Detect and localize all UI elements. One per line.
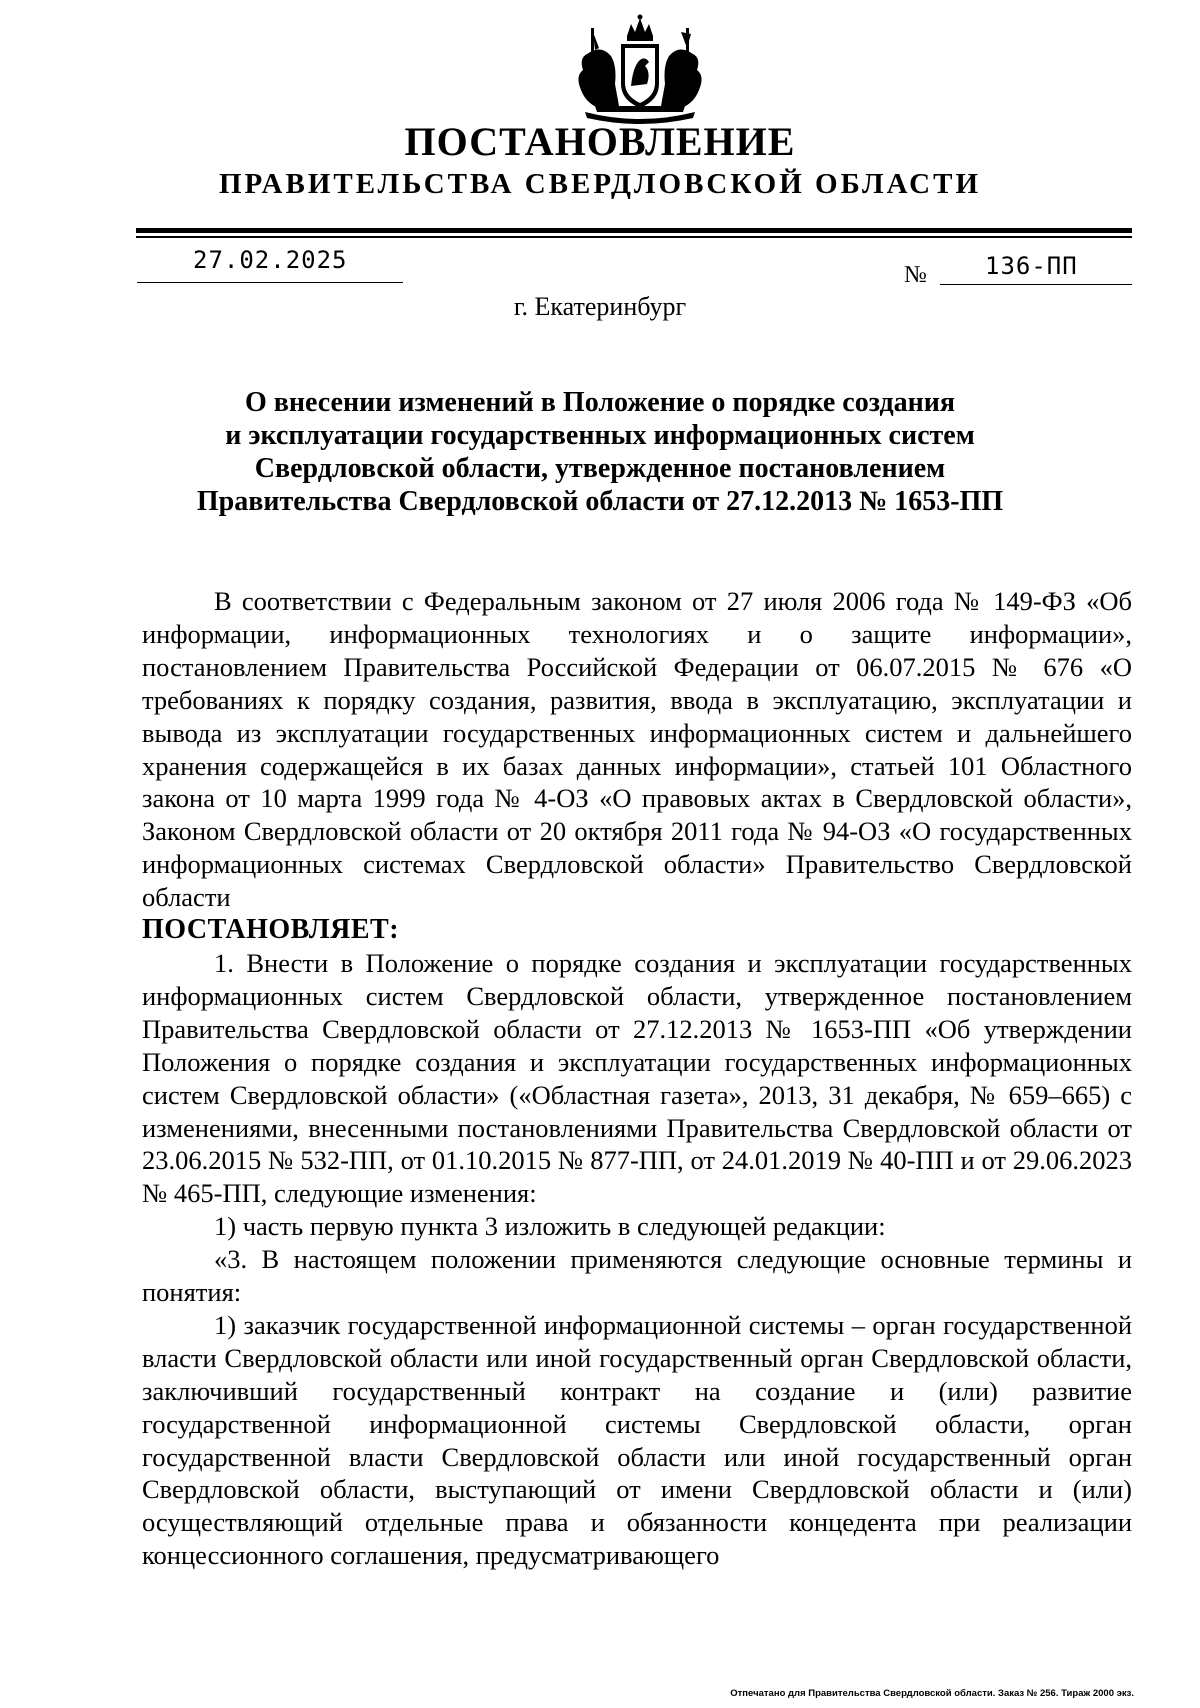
item-1-paragraph: 1. Внести в Положение о порядке создания и эксплуатации государственных информационных систем Свердловской области, утвержденное постановлением Правительства Свердловской области от 27.12.2013 № 1653-ПП «Об утверждении Положения о порядке создания и эксплуатации государственных информационных систем Свердловской области» («Областная газета», 2013, 31 декабря, № 659–665) с изменениями, внесенными постановлениями Правительства Свердловской области от 23.06.2015 № 532-ПП, от 01.10.2015 № 877-ПП, от 24.01.2019 № 40-ПП и от 29.06.2023 № 465-ПП, следующие изменения: xyxy=(142,947,1132,1209)
document-subject-title xyxy=(150,386,1050,518)
preamble-paragraph: В соответствии с Федеральным законом от 27 июля 2006 года № 149-ФЗ «Об информации, информационных технологиях и о защите информации», постановлением Правительства Российской Федерации от 06.07.2015 № 676 «О требованиях к порядку создания, развития, ввода в эксплуатацию, эксплуатации и вывода из эксплуатации государственных информационных систем и дальнейшего хранения содержащейся в их базах данных информации», статьей 101 Областного закона от 10 марта 1999 года № 4-ОЗ «О правовых актах в Свердловской области», Законом Свердловской области от 20 октября 2011 года № 94-ОЗ «О государственных информационных системах Свердловской области» Правительство Свердловской области xyxy=(142,586,1132,913)
print-footer-note: Отпечатано для Правительства Свердловской области. Заказ № 256. Тираж 2000 экз. xyxy=(730,1688,1134,1699)
sverdlovsk-coat-of-arms-icon xyxy=(565,14,715,126)
number-underline xyxy=(940,284,1132,285)
subject-title-line: Свердловской области, утвержденное постановлением xyxy=(254,453,946,484)
header-divider-thick xyxy=(136,228,1132,233)
quoted-clause-3: «3. В настоящем положении применяются следующие основные термины и понятия: xyxy=(142,1244,1132,1308)
term-1-paragraph: 1) заказчик государственной информационной системы – орган государственной власти Свердловской области или иной государственный орган Свердловской области, заключивший государственный контракт на создание и (или) развитие государственной информационной системы Свердловской области, орган государственной власти Свердловской области или иной государственный орган Свердловской области, выступающий от имени Свердловской области и (или) осуществляющий отдельные права и обязанности концедента при реализации концессионного соглашения, предусматривающего xyxy=(142,1309,1132,1571)
document-type-title: ПОСТАНОВЛЕНИЕ xyxy=(404,119,796,164)
date-underline xyxy=(137,282,403,283)
decree-word: ПОСТАНОВЛЯЕТ: xyxy=(142,914,400,946)
document-city: г. Екатеринбург xyxy=(513,292,687,321)
document-body xyxy=(142,585,1132,1572)
subject-title-line: Правительства Свердловской области от 27.12.2013 № 1653-ПП xyxy=(196,486,1004,517)
subject-title-line: и эксплуатации государственных информационных систем xyxy=(225,420,975,451)
subject-title-line: О внесении изменений в Положение о порядке создания xyxy=(244,387,956,418)
number-sign: № xyxy=(904,262,927,288)
issuing-authority: ПРАВИТЕЛЬСТВА СВЕРДЛОВСКОЙ ОБЛАСТИ xyxy=(218,168,982,200)
subitem-1-paragraph: 1) часть первую пункта 3 изложить в следующей редакции: xyxy=(214,1211,886,1242)
document-number: 136-ПП xyxy=(985,252,1078,280)
document-date: 27.02.2025 xyxy=(193,246,348,274)
header-divider-thin xyxy=(136,236,1132,238)
